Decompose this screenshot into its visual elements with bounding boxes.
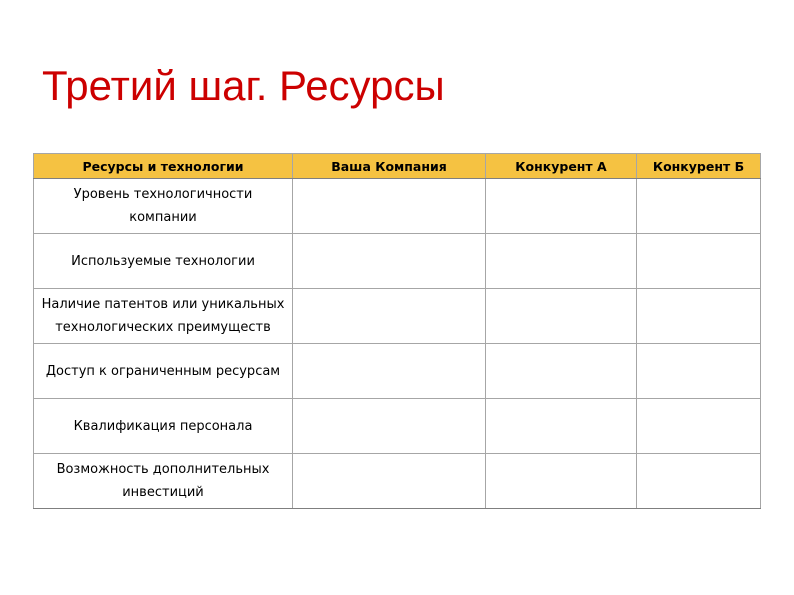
resources-table [33, 153, 761, 509]
table-row [34, 234, 761, 289]
table-row [34, 179, 761, 234]
table-row [34, 399, 761, 454]
table-cell[interactable] [293, 454, 486, 509]
table-cell[interactable] [293, 234, 486, 289]
row-label: Используемые технологии [34, 234, 293, 289]
table-cell[interactable] [637, 344, 761, 399]
table-row [34, 344, 761, 399]
row-label: Доступ к ограниченным ресурсам [34, 344, 293, 399]
table-cell[interactable] [293, 399, 486, 454]
table-cell[interactable] [293, 289, 486, 344]
table-cell[interactable] [486, 289, 637, 344]
table-cell[interactable] [486, 454, 637, 509]
table-cell[interactable] [486, 234, 637, 289]
header-competitor-a: Конкурент А [486, 154, 637, 179]
table-cell[interactable] [637, 454, 761, 509]
table-row [34, 454, 761, 509]
table-cell[interactable] [486, 179, 637, 234]
row-label: Возможность дополнительных инвестиций [34, 454, 293, 509]
row-label: Квалификация персонала [34, 399, 293, 454]
table-cell[interactable] [637, 234, 761, 289]
table-cell[interactable] [486, 399, 637, 454]
header-your-company: Ваша Компания [293, 154, 486, 179]
table-cell[interactable] [486, 344, 637, 399]
table-cell[interactable] [293, 179, 486, 234]
header-resources: Ресурсы и технологии [34, 154, 293, 179]
slide-title: Третий шаг. Ресурсы [42, 62, 445, 109]
row-label: Наличие патентов или уникальных технологических преимуществ [34, 289, 293, 344]
header-competitor-b: Конкурент Б [637, 154, 761, 179]
table-header-row [34, 154, 761, 179]
table-cell[interactable] [637, 399, 761, 454]
table-row [34, 289, 761, 344]
table-cell[interactable] [637, 289, 761, 344]
row-label: Уровень технологичности компании [34, 179, 293, 234]
table-cell[interactable] [637, 179, 761, 234]
table-cell[interactable] [293, 344, 486, 399]
